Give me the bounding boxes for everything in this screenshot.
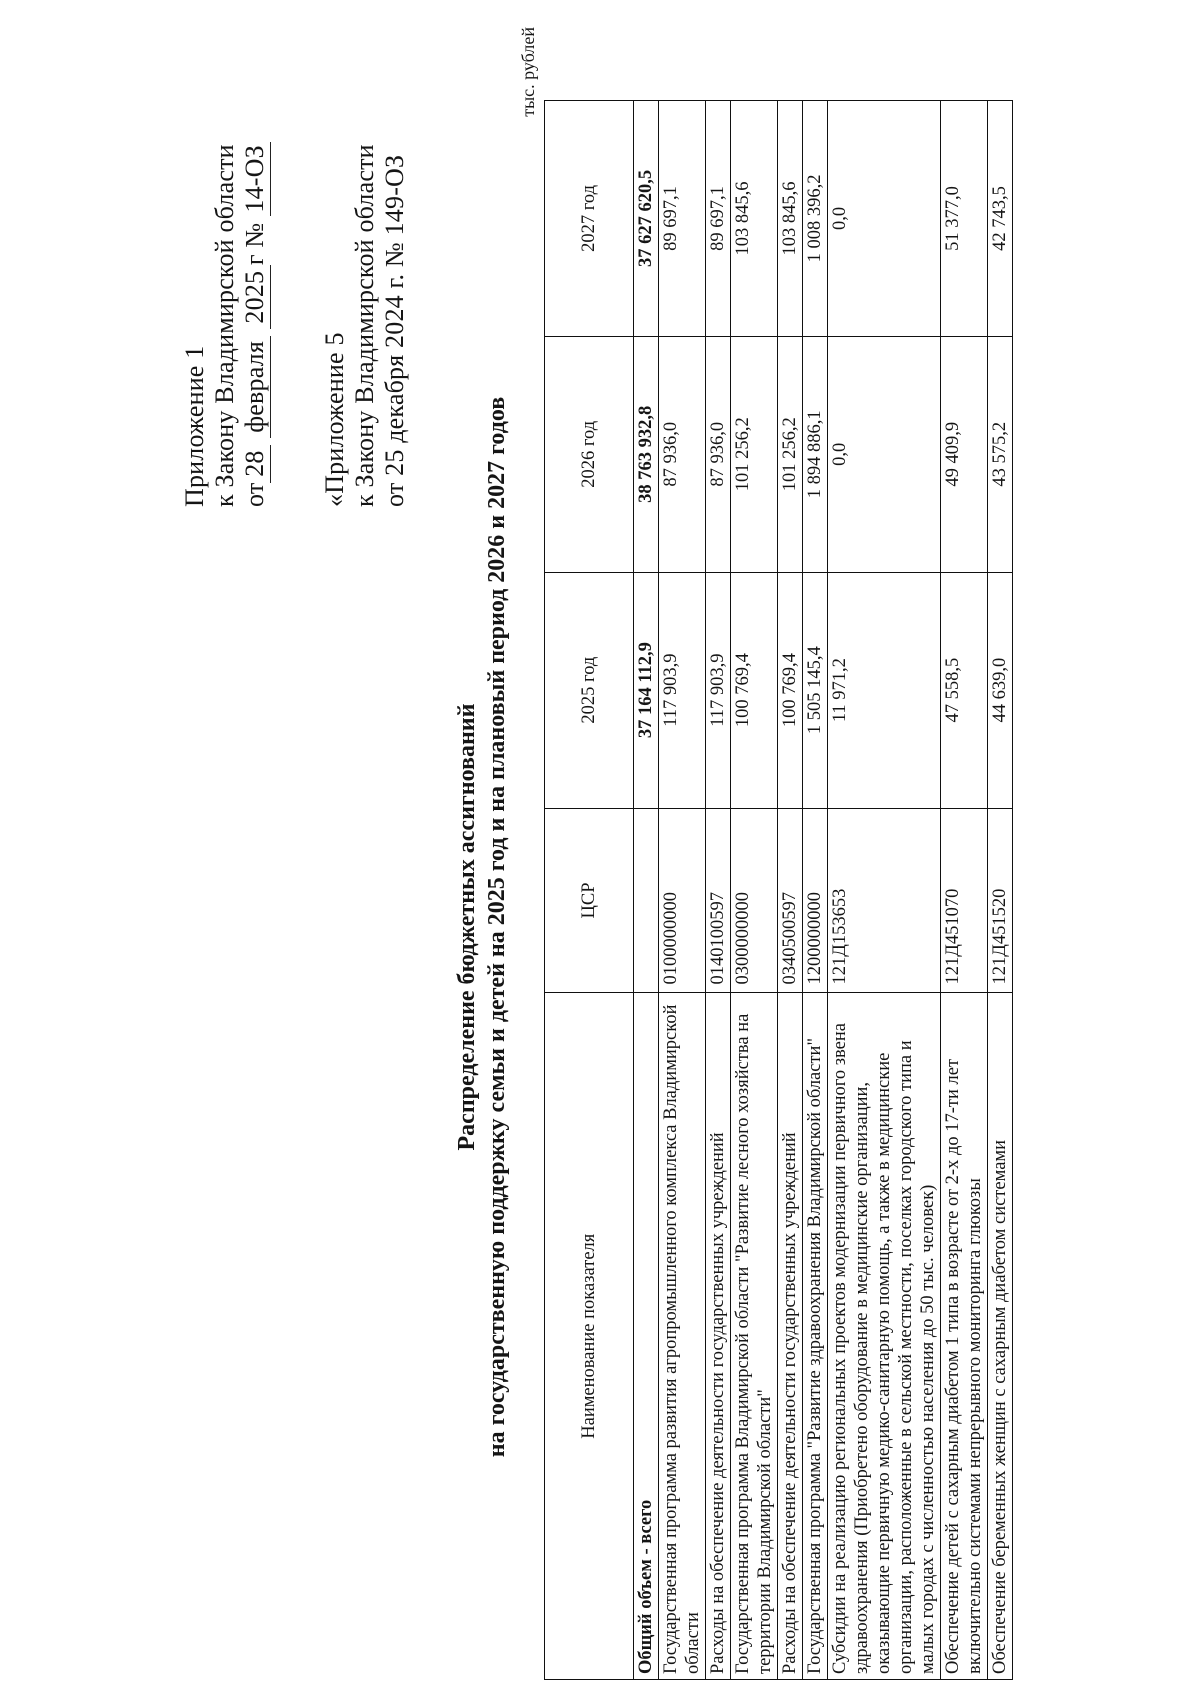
table-row bbox=[706, 101, 731, 1680]
header-2025: 2025 год bbox=[545, 572, 634, 808]
header-2026: 2026 год bbox=[545, 336, 634, 572]
annex-current-label: Приложение 1 bbox=[180, 345, 209, 507]
cell-csr bbox=[634, 808, 659, 993]
document-title bbox=[452, 197, 512, 1657]
cell-2027: 103 845,6 bbox=[778, 101, 803, 337]
cell-name: Государственная программа развития агропромышленного комплекса Владимирской области bbox=[659, 993, 706, 1680]
annex-current-from: от bbox=[240, 482, 269, 507]
cell-name: Общий объем - всего bbox=[634, 993, 659, 1680]
annex-current-law: к Закону Владимирской области bbox=[210, 144, 239, 507]
annex-amended-label: «Приложение 5 bbox=[320, 332, 349, 507]
cell-csr: 121Д451520 bbox=[988, 808, 1013, 993]
annex-current-year-suffix: г bbox=[240, 254, 269, 266]
cell-2026: 43 575,2 bbox=[988, 336, 1013, 572]
cell-name: Расходы на обеспечение деятельности государственных учреждений bbox=[706, 993, 731, 1680]
cell-2027: 103 845,6 bbox=[731, 101, 778, 337]
cell-csr: 0340500597 bbox=[778, 808, 803, 993]
annex-current-number-sign: № bbox=[240, 222, 269, 248]
table-row bbox=[778, 101, 803, 1680]
cell-2025: 44 639,0 bbox=[988, 572, 1013, 808]
cell-2025: 1 505 145,4 bbox=[803, 572, 828, 808]
cell-2025: 117 903,9 bbox=[706, 572, 731, 808]
cell-name: Государственная программа "Развитие здравоохранения Владимирской области" bbox=[803, 993, 828, 1680]
cell-2027: 42 743,5 bbox=[988, 101, 1013, 337]
title-line-2: на государственную поддержку семьи и детей на 2025 год и на плановый период 2026 и 2027 годов bbox=[484, 396, 510, 1458]
cell-2027: 37 627 620,5 bbox=[634, 101, 659, 337]
annex-amended-law: к Закону Владимирской области bbox=[350, 144, 379, 507]
cell-2027: 89 697,1 bbox=[706, 101, 731, 337]
table-header-row bbox=[545, 101, 634, 1680]
cell-csr: 1200000000 bbox=[803, 808, 828, 993]
annex-current-year: 2025 bbox=[240, 265, 271, 329]
annex-current-number: 14-ОЗ bbox=[240, 142, 271, 216]
cell-2026: 101 256,2 bbox=[731, 336, 778, 572]
cell-2027: 0,0 bbox=[828, 101, 941, 337]
cell-2025: 47 558,5 bbox=[941, 572, 988, 808]
annex-amended-block bbox=[320, 144, 410, 507]
allocation-table bbox=[544, 100, 1013, 1680]
cell-2026: 1 894 886,1 bbox=[803, 336, 828, 572]
cell-name: Субсидии на реализацию региональных проектов модернизации первичного звена здравоохранения (Приобретено оборудование в медицинские организации, оказывающие первичную медико-санитарную помощь, а также в медицинские организации, расположенные в сельской местности, поселках городского типа и малых городах с численностью населения до 50 тыс. человек) bbox=[828, 993, 941, 1680]
annex-current-date bbox=[240, 142, 271, 507]
header-2027: 2027 год bbox=[545, 101, 634, 337]
annex-current-block bbox=[180, 142, 271, 507]
unit-label: тыс. рублей bbox=[518, 27, 538, 117]
table-row bbox=[828, 101, 941, 1680]
annex-current-day: 28 bbox=[240, 445, 271, 483]
cell-csr: 0100000000 bbox=[659, 808, 706, 993]
cell-csr: 0300000000 bbox=[731, 808, 778, 993]
cell-2027: 1 008 396,2 bbox=[803, 101, 828, 337]
cell-2025: 100 769,4 bbox=[731, 572, 778, 808]
annex-amended-date: от 25 декабря 2024 г. № 149-ОЗ bbox=[380, 154, 409, 507]
cell-2026: 101 256,2 bbox=[778, 336, 803, 572]
cell-2026: 49 409,9 bbox=[941, 336, 988, 572]
cell-2026: 87 936,0 bbox=[659, 336, 706, 572]
table-row bbox=[803, 101, 828, 1680]
cell-2027: 89 697,1 bbox=[659, 101, 706, 337]
cell-2026: 0,0 bbox=[828, 336, 941, 572]
cell-2025: 117 903,9 bbox=[659, 572, 706, 808]
header-csr: ЦСР bbox=[545, 808, 634, 993]
cell-name: Обеспечение беременных женщин с сахарным диабетом системами bbox=[988, 993, 1013, 1680]
cell-csr: 121Д451070 bbox=[941, 808, 988, 993]
table-row-total bbox=[634, 101, 659, 1680]
cell-2025: 37 164 112,9 bbox=[634, 572, 659, 808]
annex-current-month: февраля bbox=[240, 336, 271, 438]
cell-2026: 87 936,0 bbox=[706, 336, 731, 572]
cell-2025: 11 971,2 bbox=[828, 572, 941, 808]
cell-csr: 0140100597 bbox=[706, 808, 731, 993]
cell-csr: 121Д153653 bbox=[828, 808, 941, 993]
cell-name: Государственная программа Владимирской области "Развитие лесного хозяйства на территории Владимирской области" bbox=[731, 993, 778, 1680]
cell-2025: 100 769,4 bbox=[778, 572, 803, 808]
header-name: Наименование показателя bbox=[545, 993, 634, 1680]
cell-name: Обеспечение детей с сахарным диабетом 1 типа в возрасте от 2-х до 17-ти лет включительно системами непрерывного мониторинга глюкозы bbox=[941, 993, 988, 1680]
table-row bbox=[988, 101, 1013, 1680]
title-line-1: Распределение бюджетных ассигнований bbox=[454, 703, 480, 1151]
table-row bbox=[941, 101, 988, 1680]
cell-2026: 38 763 932,8 bbox=[634, 336, 659, 572]
table-row bbox=[731, 101, 778, 1680]
cell-name: Расходы на обеспечение деятельности государственных учреждений bbox=[778, 993, 803, 1680]
table-row bbox=[659, 101, 706, 1680]
cell-2027: 51 377,0 bbox=[941, 101, 988, 337]
